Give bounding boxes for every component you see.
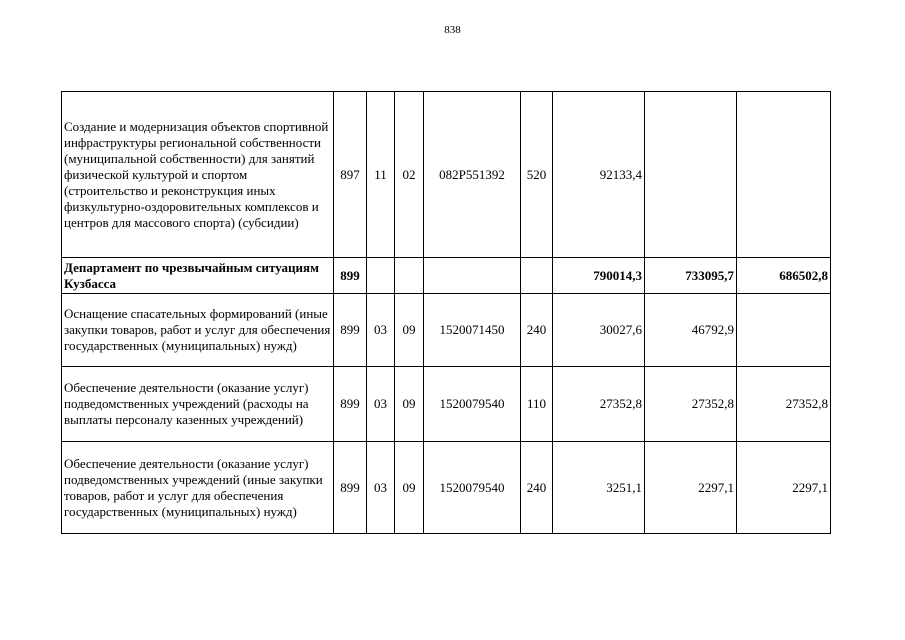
razdel-cell: 11 [367,92,395,258]
podrazdel-cell: 02 [395,92,424,258]
razdel-cell: 03 [367,442,395,534]
vr-cell [521,258,553,294]
csr-cell: 1520071450 [424,294,521,367]
sum2-cell: 46792,9 [645,294,737,367]
sum3-cell [737,294,831,367]
table-row [62,442,831,534]
sum2-cell: 27352,8 [645,367,737,442]
row-name: Обеспечение деятельности (оказание услуг) подведомственных учреждений (расходы на выплаты персоналу казенных учреждений) [62,367,334,442]
podrazdel-cell: 09 [395,367,424,442]
row-name: Обеспечение деятельности (оказание услуг) подведомственных учреждений (иные закупки товаров, работ и услуг для обеспечения государственных (муниципальных) нужд) [62,442,334,534]
glava-cell: 899 [334,258,367,294]
glava-cell: 897 [334,92,367,258]
sum3-cell: 2297,1 [737,442,831,534]
csr-cell: 082P551392 [424,92,521,258]
page-number: 838 [444,24,461,36]
razdel-cell: 03 [367,367,395,442]
razdel-cell: 03 [367,294,395,367]
sum2-cell [645,92,737,258]
row-name: Оснащение спасательных формирований (иные закупки товаров, работ и услуг для обеспечения государственных (муниципальных) нужд) [62,294,334,367]
table-row [62,294,831,367]
sum1-cell: 92133,4 [553,92,645,258]
table-row [62,367,831,442]
csr-cell: 1520079540 [424,442,521,534]
csr-cell [424,258,521,294]
podrazdel-cell: 09 [395,442,424,534]
sum1-cell: 27352,8 [553,367,645,442]
sum2-cell: 733095,7 [645,258,737,294]
vr-cell: 520 [521,92,553,258]
budget-table [61,91,831,534]
table-row [62,258,831,294]
sum2-cell: 2297,1 [645,442,737,534]
sum1-cell: 3251,1 [553,442,645,534]
vr-cell: 240 [521,294,553,367]
razdel-cell [367,258,395,294]
glava-cell: 899 [334,367,367,442]
podrazdel-cell [395,258,424,294]
csr-cell: 1520079540 [424,367,521,442]
vr-cell: 110 [521,367,553,442]
row-name: Департамент по чрезвычайным ситуациям Кузбасса [62,258,334,294]
row-name: Создание и модернизация объектов спортивной инфраструктуры региональной собственности (муниципальной собственности) для занятий физической культурой и спортом (строительство и реконструкция иных физкультурно-оздоровительных комплексов и центров для массового спорта) (субсидии) [62,92,334,258]
sum1-cell: 790014,3 [553,258,645,294]
sum3-cell: 27352,8 [737,367,831,442]
glava-cell: 899 [334,442,367,534]
vr-cell: 240 [521,442,553,534]
glava-cell: 899 [334,294,367,367]
sum1-cell: 30027,6 [553,294,645,367]
sum3-cell [737,92,831,258]
podrazdel-cell: 09 [395,294,424,367]
sum3-cell: 686502,8 [737,258,831,294]
table-row [62,92,831,258]
